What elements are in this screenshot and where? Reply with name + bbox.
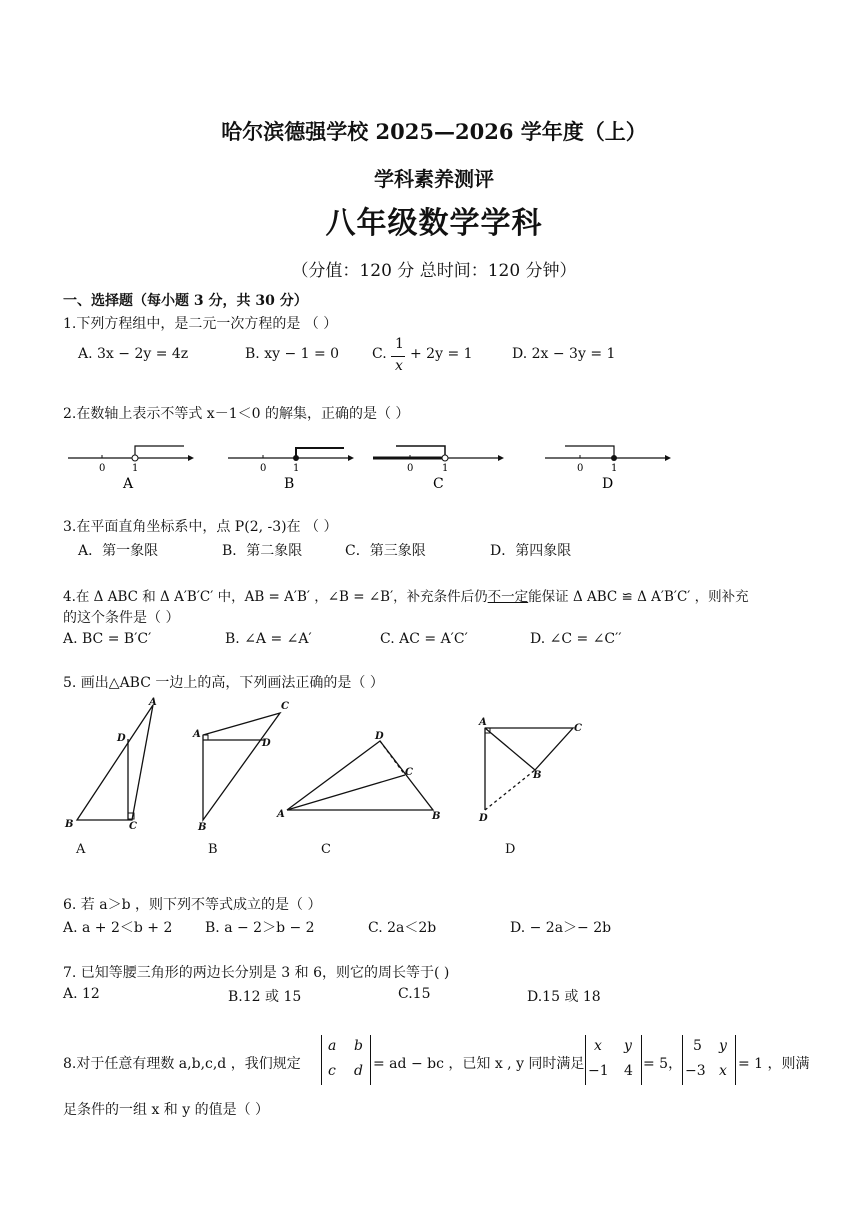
number-line-d (545, 446, 671, 492)
q1-option-c-prefix: C. (372, 346, 387, 362)
det2-y: y (719, 1038, 727, 1054)
det2-five: 5 (693, 1038, 702, 1054)
option-label-b: B (284, 476, 295, 492)
det1-neg1: −1 (588, 1063, 609, 1079)
q5-option-label-c: C (321, 842, 331, 857)
exam-subtitle: 学科素养测评 (374, 167, 494, 191)
fig-a-vertex-d: D (117, 733, 126, 744)
fig-d-vertex-d: D (479, 813, 488, 824)
det1-four: 4 (624, 1063, 633, 1079)
fig-b-vertex-d: D (262, 738, 271, 749)
section-heading: 一、选择题（每小题 3 分，共 30 分） (63, 293, 308, 309)
det1-x: x (594, 1038, 602, 1054)
q6-option-a: A. a + 2＜b + 2 (63, 920, 173, 936)
q6-option-b: B. a − 2＞b − 2 (205, 920, 315, 936)
fig-d-vertex-c: C (574, 723, 582, 734)
determinant-condition-1 (585, 1035, 642, 1085)
q3-option-d: D．第四象限 (490, 543, 572, 559)
q8-stem-part2: = ad − bc ，已知 x , y 同时满足 (373, 1056, 585, 1072)
q7-option-a: A. 12 (63, 986, 100, 1002)
q5-option-label-d: D (505, 842, 516, 857)
q6-stem: 6. 若 a＞b ，则下列不等式成立的是（ ） (63, 897, 322, 913)
q3-option-b: B．第二象限 (222, 543, 303, 559)
det-d: d (354, 1063, 363, 1079)
determinant-condition-2 (682, 1035, 736, 1085)
tick-1-label: 1 (442, 463, 449, 474)
tick-1-label: 1 (611, 463, 618, 474)
q4-option-c: C. AC = A′C′ (380, 631, 468, 647)
det1-y: y (624, 1038, 632, 1054)
tick-1-label: 1 (132, 463, 139, 474)
q3-stem: 3.在平面直角坐标系中，点 P(2, -3)在 （ ） (63, 519, 338, 535)
fig-b-vertex-b: B (198, 822, 207, 833)
q1-option-c-rest: + 2y = 1 (410, 346, 473, 362)
q5-option-label-a: A (76, 842, 86, 857)
q4-stem-line1 (63, 585, 749, 605)
q4-option-b: B. ∠A = ∠A′ (225, 631, 312, 647)
det-a: a (328, 1038, 337, 1054)
number-line-c (373, 446, 504, 492)
number-line-b (228, 448, 354, 492)
q8-eq1: = 5， (643, 1056, 683, 1072)
q4-option-a: A. BC = B′C′ (63, 631, 152, 647)
tick-0-label: 0 (99, 463, 106, 474)
option-label-a: A (123, 476, 134, 492)
number-line-a (68, 446, 194, 492)
option-label-c: C (433, 476, 444, 492)
q5-stem: 5. 画出△ABC 一边上的高，下列画法正确的是（ ） (63, 675, 384, 691)
q1-option-c-numerator: 1 (395, 336, 404, 352)
q1-option-b: B. xy − 1 = 0 (245, 346, 340, 362)
q7-stem: 7. 已知等腰三角形的两边长分别是 3 和 6，则它的周长等于( ) (63, 965, 450, 981)
det2-neg3: −3 (685, 1063, 706, 1079)
fig-c-vertex-a: A (277, 809, 285, 820)
det2-x: x (719, 1063, 727, 1079)
fig-b-vertex-a: A (193, 729, 201, 740)
q2-stem: 2.在数轴上表示不等式 x－1＜0 的解集，正确的是（ ） (63, 406, 410, 422)
q8-eq2: = 1 ，则满 (738, 1056, 810, 1072)
q8-stem-part1: 8.对于任意有理数 a,b,c,d ，我们规定 (63, 1056, 301, 1072)
option-label-d: D (602, 476, 614, 492)
q4-option-d: D. ∠C = ∠C′′ (530, 631, 622, 647)
tick-1-label: 1 (293, 463, 300, 474)
q6-option-c: C. 2a＜2b (368, 920, 437, 936)
q1-option-c-denominator: x (395, 358, 403, 374)
fig-d-vertex-a: A (479, 717, 487, 728)
q1-option-a: A. 3x − 2y = 4z (78, 346, 189, 362)
fig-b-vertex-c: C (281, 701, 289, 712)
tick-0-label: 0 (260, 463, 267, 474)
q4-stem-part2: 能保证 Δ ABC ≌ Δ A′B′C′ ，则补充 (528, 589, 749, 605)
q1-option-d: D. 2x − 3y = 1 (512, 346, 616, 362)
fig-d-vertex-b: B (533, 770, 542, 781)
fig-c-vertex-b: B (432, 811, 441, 822)
fig-a-vertex-c: C (129, 821, 137, 832)
det-b: b (354, 1038, 363, 1054)
tick-0-label: 0 (407, 463, 414, 474)
q6-option-d: D. − 2a＞− 2b (510, 920, 612, 936)
q7-option-b: B.12 或 15 (228, 989, 302, 1005)
q8-stem-line2: 足条件的一组 x 和 y 的值是（ ） (63, 1102, 270, 1118)
q3-option-a: A．第一象限 (78, 543, 159, 559)
q5-triangles (55, 695, 615, 865)
fraction-bar (391, 356, 405, 357)
q7-option-c: C.15 (398, 986, 431, 1002)
fig-c-vertex-d: D (375, 731, 384, 742)
fig-c-vertex-c: C (405, 767, 413, 778)
q5-option-label-b: B (208, 842, 218, 857)
fig-a-vertex-a: A (149, 697, 157, 708)
q4-stem-underlined: 不一定 (487, 589, 529, 605)
determinant-definition (321, 1035, 371, 1085)
exam-info: （分值：120 分 总时间：120 分钟） (291, 261, 577, 281)
q2-number-lines (60, 438, 700, 498)
exam-school-title: 哈尔滨德强学校 2025—2026 学年度（上） (221, 119, 647, 144)
q1-stem: 1.下列方程组中，是二元一次方程的是 （ ） (63, 316, 338, 332)
det-c: c (328, 1063, 336, 1079)
tick-0-label: 0 (577, 463, 584, 474)
q3-option-c: C．第三象限 (345, 543, 426, 559)
q4-stem-line2: 的这个条件是（ ） (63, 610, 180, 626)
fig-a-vertex-b: B (65, 819, 74, 830)
exam-subject-title: 八年级数学学科 (325, 206, 543, 241)
q7-option-d: D.15 或 18 (527, 989, 601, 1005)
q4-stem-part1: 4.在 Δ ABC 和 Δ A′B′C′ 中，AB = A′B′ ，∠B = ∠B′，补充条件后仍 (63, 589, 488, 605)
